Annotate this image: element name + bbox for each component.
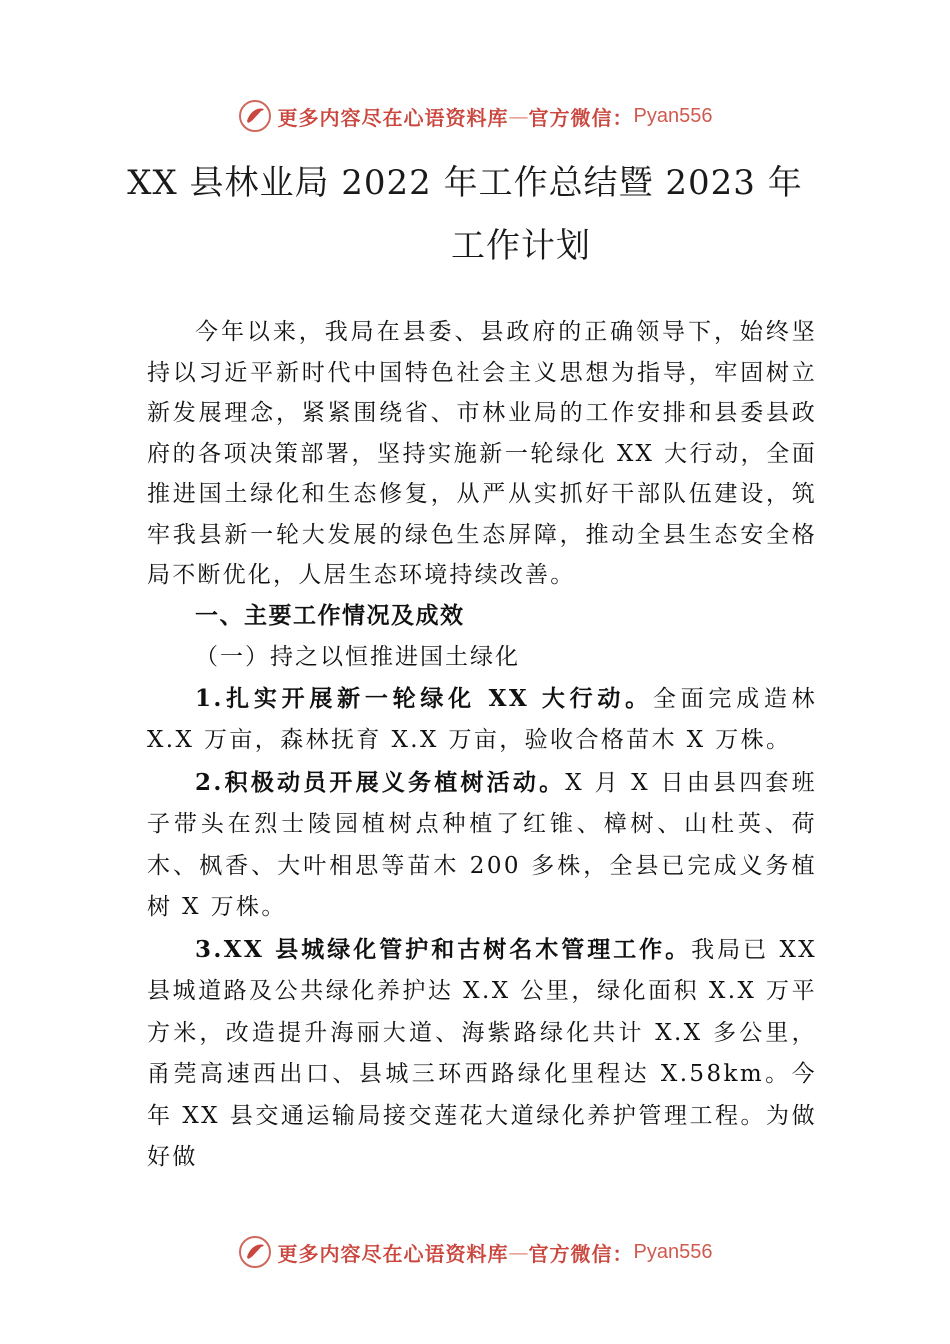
watermark-header — [0, 96, 950, 136]
brand-logo-icon — [238, 1235, 272, 1269]
watermark-footer — [0, 1232, 950, 1272]
item-1-body: 全面完成造林 X.X 万亩，森林抚育 X.X 万亩，验收合格苗木 X 万株。 — [147, 685, 817, 753]
item-3-body: 我局已 XX 县城道路及公共绿化养护达 X.X 公里，绿化面积 X.X 万平方米，改造提升海丽大道、海紫路绿化共计 X.X 多公里，甬莞高速西出口、县城三环西路绿化里程达 X.58km。今年 XX 县交通运输局接交莲花大道绿化养护管理工程。为做好做 — [147, 936, 817, 1170]
watermark-separator: — — [508, 104, 529, 128]
subsection-heading-1: （一）持之以恒推进国土绿化 — [195, 643, 520, 670]
watermark-label: 官方微信： — [528, 105, 634, 130]
item-1-title: 1.扎实开展新一轮绿化 XX 大行动。 — [195, 684, 653, 712]
item-1 — [147, 678, 817, 762]
item-2-body: X 月 X 日由县四套班子带头在烈士陵园植树点种植了红锥、樟树、山杜英、荷木、枫香、大叶相思等苗木 200 多株，全县已完成义务植树 X 万株。 — [147, 769, 818, 920]
watermark-id: Pyan556 — [633, 1240, 713, 1263]
document-title-line-2: 工作计划 — [451, 226, 591, 266]
watermark-label: 官方微信： — [528, 1241, 634, 1266]
watermark-brand: 更多内容尽在心语资料库 — [277, 105, 509, 130]
intro-paragraph: 今年以来，我局在县委、县政府的正确领导下，始终坚持以习近平新时代中国特色社会主义思想为指导，牢固树立新发展理念，紧紧围绕省、市林业局的工作安排和县委县政府的各项决策部署，坚持实施新一轮绿化 XX 大行动，全面推进国土绿化和生态修复，从严从实抓好干部队伍建设，筑牢我县新一轮大发展的绿色生态屏障，推动全县生态安全格局不断优化，人居生态环境持续改善。 — [147, 319, 817, 588]
item-2-title: 2.积极动员开展义务植树活动。 — [195, 768, 566, 796]
document-body — [147, 312, 817, 1179]
item-2 — [147, 762, 817, 929]
item-3 — [147, 929, 817, 1179]
watermark-separator: — — [508, 1240, 529, 1264]
document-title-line-1: XX 县林业局 2022 年工作总结暨 2023 年 — [127, 163, 803, 203]
watermark-id: Pyan556 — [633, 104, 713, 127]
section-heading-1: 一、主要工作情况及成效 — [195, 601, 465, 629]
item-3-title: 3.XX 县城绿化管护和古树名木管理工作。 — [195, 935, 692, 963]
watermark-brand: 更多内容尽在心语资料库 — [277, 1241, 509, 1266]
brand-logo-icon — [238, 99, 272, 133]
